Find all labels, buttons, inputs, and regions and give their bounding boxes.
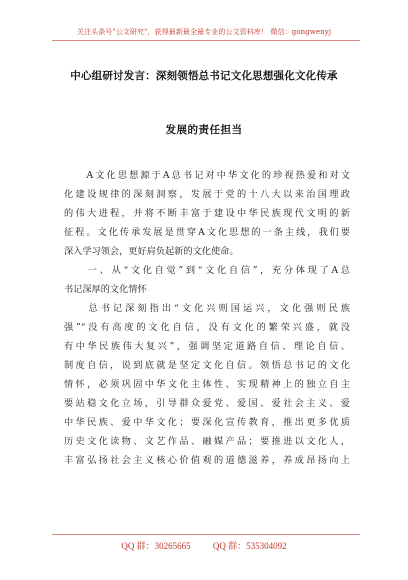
- section-heading-continued: 书记深厚的文化情怀: [64, 284, 147, 295]
- body-line: 有中华民族伟大复兴”，强调坚定道路自信、理论自信、: [64, 341, 350, 352]
- body-line: 深入学习领会，更好肩负起新的文化使命。: [64, 246, 239, 257]
- body-line: 总书记深刻指出“文化兴则国运兴，文化强则民族: [64, 303, 350, 314]
- body-line: 征程。文化传承发展是贯穿A文化思想的一条主线，我们要: [64, 227, 350, 238]
- section-heading: 一、从“文化自觉”到“文化自信”，充分体现了A总: [64, 265, 350, 276]
- body-line: 中华民族、爱中华文化；要深化宣传教育，推出更多优质: [64, 417, 350, 428]
- header-banner: 关注头条号"公文研究"，获得最新最全最专业的公文资料库！ 微信：gongwenyj: [76, 28, 332, 36]
- header-divider: [52, 40, 360, 41]
- footer-divider: [52, 534, 360, 535]
- body-line: 历史文化读物、文艺作品、融媒产品；要推进以文化人，: [64, 436, 350, 447]
- body-line: 化建设规律的深刻洞察，发展于党的十八大以来治国理政: [64, 189, 350, 200]
- footer: [0, 539, 408, 552]
- document-title: 中心组研讨发言：深刻领悟总书记文化思想强化文化传承: [70, 70, 338, 82]
- body-line: 要站稳文化立场，引导群众爱党、爱国、爱社会主义、爱: [64, 398, 350, 409]
- body-line: 丰富弘扬社会主义核心价值观的道德滋养，养成昂扬向上: [64, 455, 350, 466]
- body-line: 情怀，必须巩固中华文化主体性、实现精神上的独立自主: [64, 379, 350, 390]
- body-line: 制度自信，说到底就是坚定文化自信。领悟总书记的文化: [64, 360, 350, 371]
- document-title-continued: 发展的责任担当: [165, 124, 243, 136]
- document-body: [64, 166, 350, 470]
- body-line: A文化思想源于A总书记对中华文化的珍视热爱和对文: [64, 170, 350, 181]
- footer-qq-group-2: QQ 群：535304092: [212, 541, 287, 551]
- body-line: 强”“没有高度的文化自信，没有文化的繁荣兴盛，就没: [64, 322, 350, 333]
- footer-qq-group-1: QQ 群：30265665: [121, 541, 191, 551]
- body-line: 的伟大进程，并将不断丰富于建设中华民族现代文明的新: [64, 208, 350, 219]
